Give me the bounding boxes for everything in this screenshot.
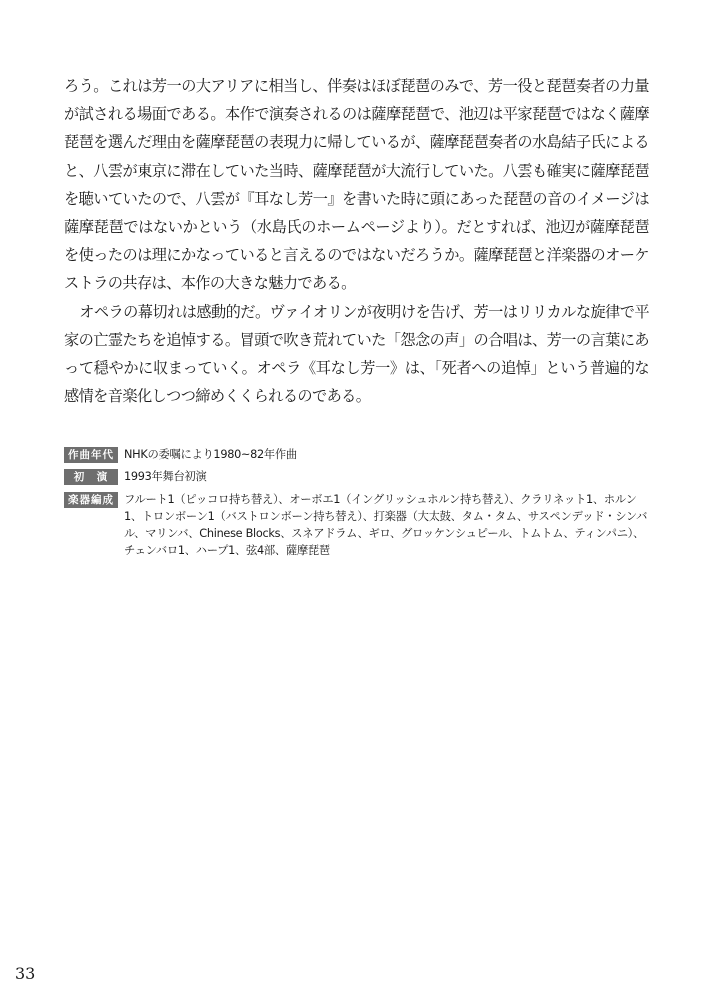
info-label: 作曲年代 xyxy=(64,447,118,463)
article-body xyxy=(64,72,649,410)
info-row-instrumentation xyxy=(64,491,654,560)
info-value: 1993年舞台初演 xyxy=(124,470,207,484)
page-number: 33 xyxy=(15,964,36,983)
work-info xyxy=(64,446,654,565)
paragraph: ろう。これは芳一の大アリアに相当し、伴奏はほぼ琵琶のみで、芳一役と琵琶奏者の力量が試される場面である。本作で演奏されるのは薩摩琵琶で、池辺は平家琵琶ではなく薩摩琵琶を選んだ理由を薩摩琵琶の表現力に帰しているが、薩摩琵琶奏者の水島結子氏によると、八雲が東京に滞在していた当時、薩摩琵琶が大流行していた。八雲も確実に薩摩琵琶を聴いていたので、八雲が『耳なし芳一』を書いた時に頭にあった琵琶の音のイメージは薩摩琵琶ではないかという（水島氏のホームページより）。だとすれば、池辺が薩摩琵琶を使ったのは理にかなっていると言えるのではないだろうか。薩摩琵琶と洋楽器のオーケストラの共存は、本作の大きな魅力である。 xyxy=(64,77,649,293)
info-row-premiere xyxy=(64,468,654,485)
info-value: NHKの委嘱により1980~82年作曲 xyxy=(124,448,297,461)
paragraph: オペラの幕切れは感動的だ。ヴァイオリンが夜明けを告げ、芳一はリリカルな旋律で平家の亡霊たちを追悼する。冒頭で吹き荒れていた「怨念の声」の合唱は、芳一の言葉にあって穏やかに収まっていく。オペラ《耳なし芳一》は、「死者への追悼」という普遍的な感情を音楽化しつつ締めくくられるのである。 xyxy=(64,302,649,406)
info-label: 初 演 xyxy=(64,469,118,485)
info-label: 楽器編成 xyxy=(64,492,118,508)
info-value: フルート1（ピッコロ持ち替え）、オーボエ1（イングリッシュホルン持ち替え）、クラリネット1、ホルン1、トロンボーン1（バストロンボーン持ち替え）、打楽器（大太鼓、タム・タム、サスペンデッド・シンバル、マリンバ、Chinese Blocks、スネアドラム、ギロ、グロッケンシュピール、トムトム、ティンパニ）、チェンバロ1、ハープ1、弦4部、薩摩琵琶 xyxy=(124,492,648,558)
info-row-composition-date xyxy=(64,446,654,463)
